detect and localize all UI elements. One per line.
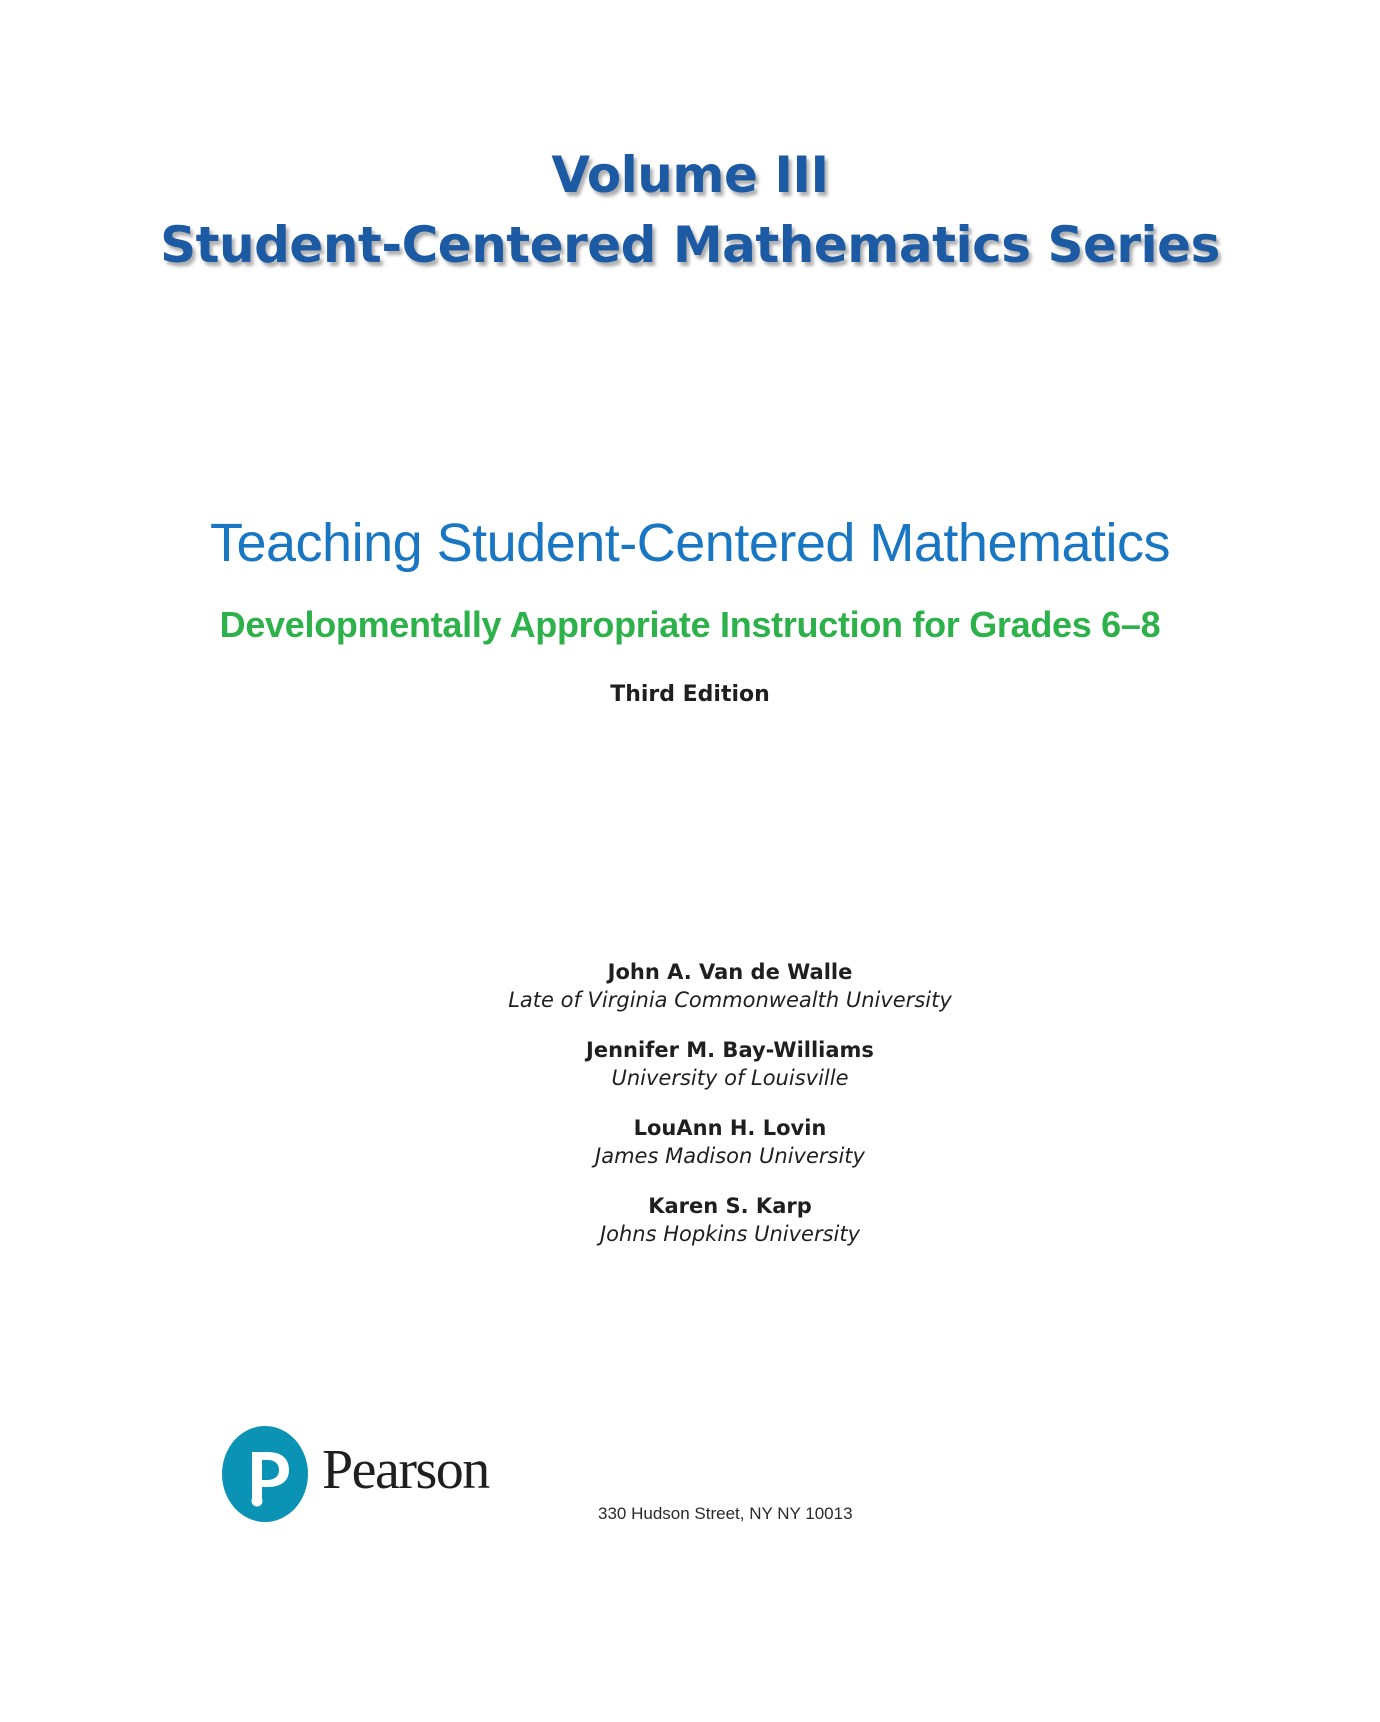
publisher-address: 330 Hudson Street, NY NY 10013 (598, 1504, 853, 1523)
series-heading (0, 140, 1380, 280)
author-affiliation: Johns Hopkins University (599, 1222, 861, 1246)
edition-label: Third Edition (610, 682, 770, 707)
series-name: Student-Centered Mathematics Series (160, 216, 1220, 274)
author-name: John A. Van de Walle (607, 960, 853, 984)
author-entry (0, 1192, 1380, 1248)
volume-label: Volume III (551, 146, 829, 204)
author-affiliation: Late of Virginia Commonwealth University (508, 988, 952, 1012)
book-title: Teaching Student-Centered Mathematics (209, 513, 1171, 573)
author-entry (0, 1114, 1380, 1170)
author-entry (0, 1036, 1380, 1092)
author-affiliation: University of Louisville (611, 1066, 849, 1090)
author-list (0, 958, 1380, 1270)
author-affiliation: James Madison University (595, 1144, 865, 1168)
author-name: LouAnn H. Lovin (633, 1116, 827, 1140)
author-name: Karen S. Karp (648, 1194, 812, 1218)
author-name: Jennifer M. Bay-Williams (586, 1038, 874, 1062)
publisher-name: Pearson (322, 1439, 489, 1501)
author-entry (0, 958, 1380, 1014)
pearson-p-icon (222, 1426, 308, 1522)
publisher-logo (222, 1424, 489, 1524)
book-subtitle: Developmentally Appropriate Instruction for Grades 6–8 (219, 604, 1161, 645)
